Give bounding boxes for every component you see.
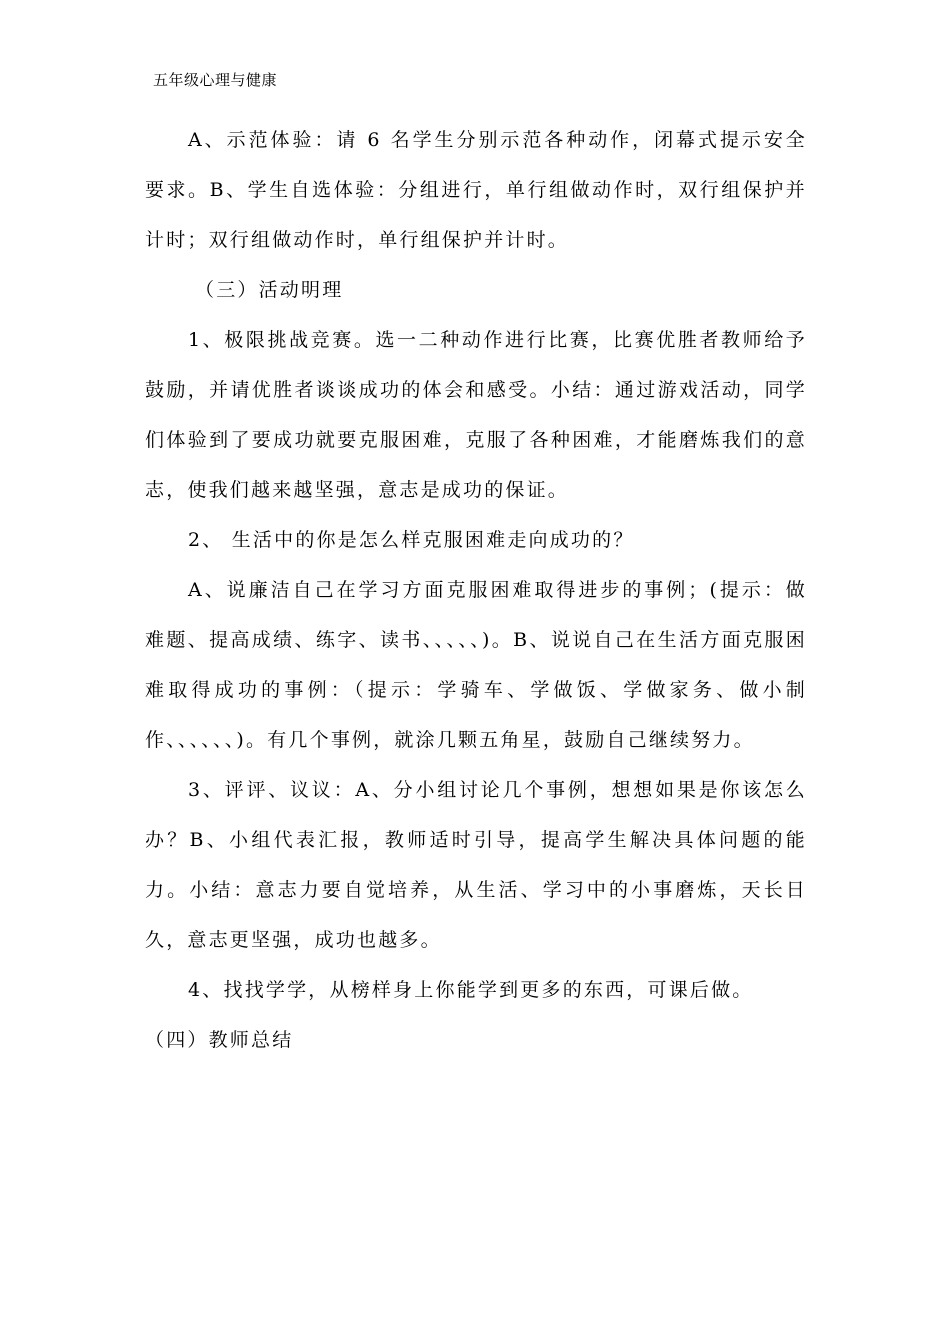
paragraph-discussion: 3、评评、议议：A、分小组讨论几个事例，想想如果是你该怎么办？B、小组代表汇报，教师适时引导，提高学生解决具体问题的能力。小结：意志力要自觉培养，从生活、学习中的小事磨炼，天长日久，意志更坚强，成功也越多。 bbox=[145, 779, 807, 951]
paragraph-challenge: 1、极限挑战竞赛。选一二种动作进行比赛，比赛优胜者教师给予鼓励，并请优胜者谈谈成功的体会和感受。小结：通过游戏活动，同学们体验到了要成功就要克服困难，克服了各种困难，才能磨炼我们的意志，使我们越来越坚强，意志是成功的保证。 bbox=[145, 329, 807, 501]
paragraph-examples: A、说廉洁自己在学习方面克服困难取得进步的事例；(提示：做难题、提高成绩、练字、读书、、、、、)。B、说说自己在生活方面克服困难取得成功的事例：（提示：学骑车、学做饭、学做家务、做小制作、、、、、、)。有几个事例，就涂几颗五角星，鼓励自己继续努力。 bbox=[145, 579, 807, 751]
paragraph-role-models: 4、找找学学，从榜样身上你能学到更多的东西，可课后做。 bbox=[188, 979, 754, 1001]
paragraph-demo-experience: A、示范体验：请 6 名学生分别示范各种动作，闭幕式提示安全要求。B、学生自选体验：分组进行，单行组做动作时，双行组保护并计时；双行组做动作时，单行组保护并计时。 bbox=[145, 129, 807, 251]
document-body bbox=[145, 115, 807, 1065]
section-heading-summary: （四）教师总结 bbox=[145, 1029, 294, 1051]
page-header: 五年级心理与健康 bbox=[153, 71, 278, 89]
section-heading-activity: （三）活动明理 bbox=[195, 279, 344, 301]
paragraph-question: 2、 生活中的你是怎么样克服困难走向成功的？ bbox=[188, 529, 635, 551]
